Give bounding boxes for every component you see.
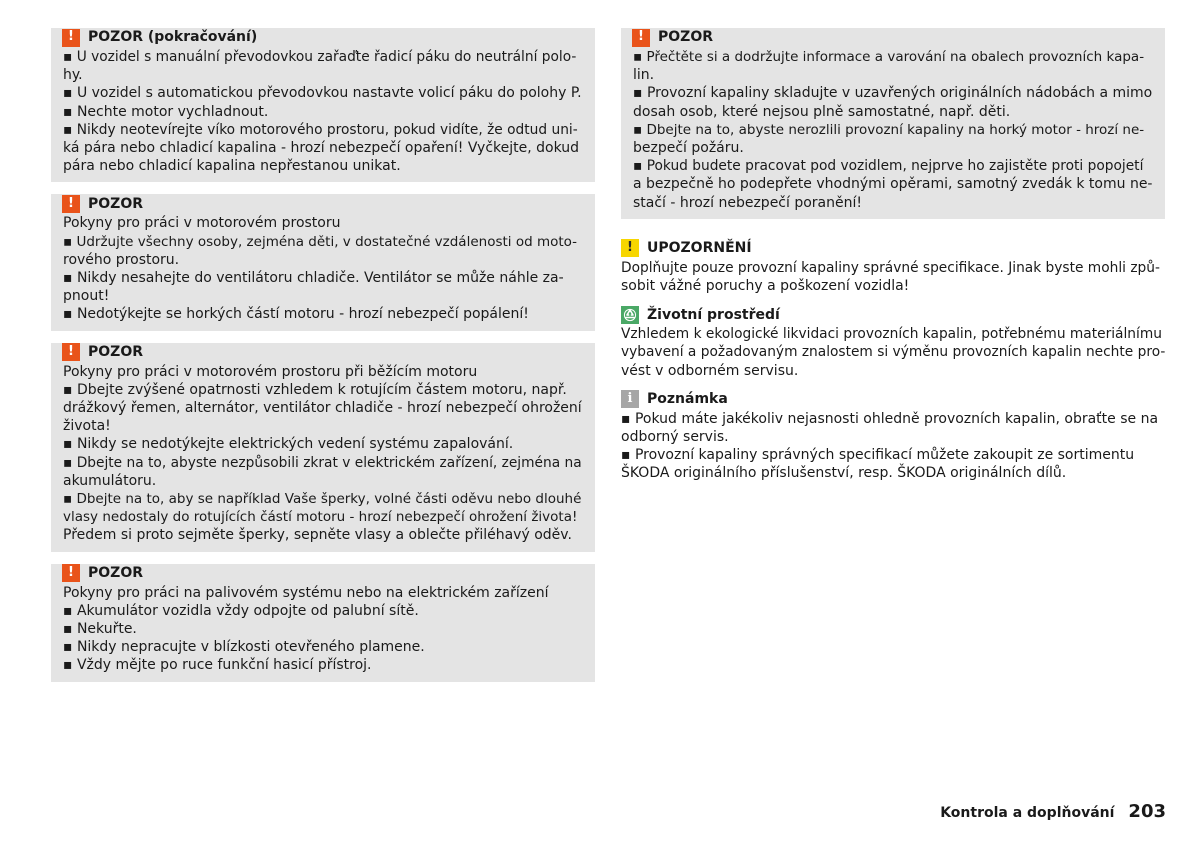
text-line: ▪ Provozní kapaliny skladujte v uzavřených originálních nádobách a mimo bbox=[633, 85, 1153, 102]
warning-box-engine-compartment bbox=[51, 194, 595, 330]
text-line: ▪ Dbejte na to, aby se například Vaše šperky, volné části oděvu nebo dlouhé bbox=[63, 491, 582, 508]
text-line: Vzhledem k ekologické likvidaci provozních kapalin, potřebnému materiálnímu bbox=[621, 326, 1162, 343]
text-line: rového prostoru. bbox=[63, 251, 180, 268]
text-line: hy. bbox=[63, 67, 83, 84]
note-header bbox=[621, 390, 1165, 409]
text-line: vlasy nedostaly do rotujících částí motoru - hrozí nebezpečí ohrožení života! bbox=[63, 509, 578, 526]
text-line: odborný servis. bbox=[621, 429, 729, 446]
notice-section bbox=[621, 239, 1165, 295]
text-line: pnout! bbox=[63, 288, 110, 305]
page-number: 203 bbox=[1128, 801, 1166, 822]
text-line: ▪ Pokud máte jakékoliv nejasnosti ohledně provozních kapalin, obraťte se na bbox=[621, 410, 1159, 427]
text-line: ▪ Nikdy nesahejte do ventilátoru chladiče. Ventilátor se může náhle za- bbox=[63, 270, 564, 287]
text-line: ▪ Nekuřte. bbox=[63, 621, 137, 638]
text-line: Pokyny pro práci na palivovém systému nebo na elektrickém zařízení bbox=[63, 584, 549, 601]
notice-icon: ! bbox=[621, 239, 639, 257]
info-icon: i bbox=[621, 390, 639, 408]
text-line: a bezpečně ho podepřete vhodnými opěrami, samotný zvedák k tomu ne- bbox=[633, 176, 1153, 193]
text-line: ▪ U vozidel s manuální převodovkou zařaďte řadicí páku do neutrální polo- bbox=[63, 49, 577, 65]
warning-icon: ! bbox=[62, 195, 80, 213]
text-line: ▪ Provozní kapaliny správných specifikací můžete zakoupit ze sortimentu bbox=[621, 447, 1135, 464]
text-line: ▪ Nikdy neotevírejte víko motorového prostoru, pokud vidíte, že odtud uni- bbox=[63, 121, 578, 138]
environment-section bbox=[621, 305, 1165, 380]
note-section bbox=[621, 390, 1165, 483]
text-line: ▪ Udržujte všechny osoby, zejména děti, v dostatečné vzdálenosti od moto- bbox=[63, 233, 578, 250]
warning-title: POZOR bbox=[88, 195, 143, 212]
warning-title: POZOR bbox=[88, 565, 143, 582]
environment-title: Životní prostředí bbox=[647, 306, 780, 323]
warning-title: POZOR bbox=[88, 344, 143, 361]
text-line: ká pára nebo chladicí kapalina - hrozí nebezpečí opaření! Vyčkejte, dokud bbox=[63, 140, 580, 157]
text-line: života! bbox=[63, 418, 111, 435]
text-line: Předem si proto sejměte šperky, sepněte vlasy a oblečte přiléhavý oděv. bbox=[63, 527, 572, 544]
text-line: ▪ Akumulátor vozidla vždy odpojte od palubní sítě. bbox=[63, 602, 419, 619]
page-footer bbox=[940, 803, 1166, 822]
left-column bbox=[51, 28, 595, 694]
warning-title: POZOR (pokračování) bbox=[88, 29, 258, 46]
text-line: dosah osob, které nejsou plně samostatné, např. děti. bbox=[633, 103, 1011, 120]
text-line: ▪ U vozidel s automatickou převodovkou nastavte volicí páku do polohy P. bbox=[63, 85, 582, 102]
notice-header bbox=[621, 239, 1165, 258]
warning-title: POZOR bbox=[658, 29, 713, 46]
warning-icon: ! bbox=[62, 564, 80, 582]
note-title: Poznámka bbox=[647, 391, 728, 408]
warning-icon: ! bbox=[632, 29, 650, 47]
text-line: lin. bbox=[633, 67, 655, 84]
text-line: ▪ Nikdy nepracujte v blízkosti otevřeného plamene. bbox=[63, 639, 425, 656]
warning-box-continued bbox=[51, 28, 595, 182]
text-line: ▪ Přečtěte si a dodržujte informace a varování na obalech provozních kapa- bbox=[633, 49, 1145, 65]
text-line: drážkový řemen, alternátor, ventilátor chladiče - hrozí nebezpečí ohrožení bbox=[63, 400, 582, 417]
warning-box-header bbox=[62, 343, 582, 362]
warning-box-header bbox=[632, 28, 1152, 47]
environment-header bbox=[621, 305, 1165, 324]
warning-box-header bbox=[62, 564, 582, 583]
text-line: ŠKODA originálního příslušenství, resp. ŠKODA originálních dílů. bbox=[621, 465, 1067, 482]
text-line: vést v odborném servisu. bbox=[621, 362, 799, 379]
text-line: Pokyny pro práci v motorovém prostoru při běžícím motoru bbox=[63, 363, 478, 380]
text-line: ▪ Dbejte na to, abyste nezpůsobili zkrat v elektrickém zařízení, zejména na bbox=[63, 454, 582, 471]
recycle-icon bbox=[621, 306, 639, 324]
right-column bbox=[621, 28, 1165, 493]
warning-box-running-engine bbox=[51, 343, 595, 552]
text-line: ▪ Nechte motor vychladnout. bbox=[63, 103, 269, 120]
text-line: bezpečí požáru. bbox=[633, 140, 744, 157]
text-line: stačí - hrozí nebezpečí poranění! bbox=[633, 194, 862, 211]
warning-box-fuel-system bbox=[51, 564, 595, 682]
warning-icon: ! bbox=[62, 29, 80, 47]
notice-title: UPOZORNĚNÍ bbox=[647, 240, 752, 257]
warning-box-header bbox=[62, 28, 582, 47]
text-line: akumulátoru. bbox=[63, 472, 157, 489]
text-line: vybavení a požadovaným znalostem si výměnu provozních kapalin nechte pro- bbox=[621, 344, 1166, 361]
text-line: sobit vážné poruchy a poškození vozidla! bbox=[621, 278, 910, 295]
text-line: Pokyny pro práci v motorovém prostoru bbox=[63, 215, 341, 232]
text-line: Doplňujte pouze provozní kapaliny správné specifikace. Jinak byste mohli způ- bbox=[621, 259, 1160, 276]
text-line: ▪ Vždy mějte po ruce funkční hasicí přístroj. bbox=[63, 657, 372, 674]
footer-section-title: Kontrola a doplňování bbox=[940, 805, 1115, 821]
text-line: ▪ Dbejte zvýšené opatrnosti vzhledem k rotujícím částem motoru, např. bbox=[63, 381, 567, 398]
warning-box-fluids bbox=[621, 28, 1165, 219]
text-line: ▪ Dbejte na to, abyste nerozlili provozní kapaliny na horký motor - hrozí ne- bbox=[633, 121, 1145, 138]
warning-icon: ! bbox=[62, 343, 80, 361]
warning-box-header bbox=[62, 194, 582, 213]
text-line: ▪ Nikdy se nedotýkejte elektrických vedení systému zapalování. bbox=[63, 436, 514, 453]
text-line: pára nebo chladicí kapalina nepřestanou unikat. bbox=[63, 158, 401, 175]
text-line: ▪ Pokud budete pracovat pod vozidlem, nejprve ho zajistěte proti popojetí bbox=[633, 158, 1144, 175]
text-line: ▪ Nedotýkejte se horkých částí motoru - hrozí nebezpečí popálení! bbox=[63, 306, 529, 323]
